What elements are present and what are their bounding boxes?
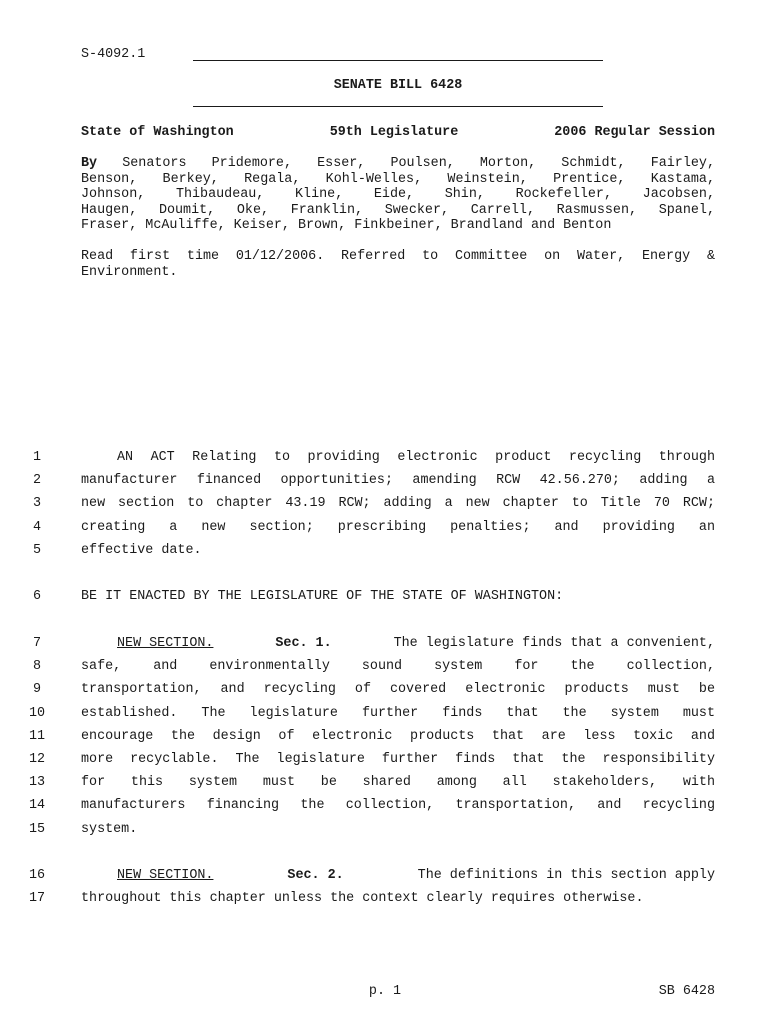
line-number: 14	[28, 798, 46, 813]
body-line: AN ACT Relating to providing electronic product recycling through	[117, 450, 715, 465]
body-line: encourage the design of electronic products that are less toxic and	[81, 729, 715, 744]
body-line: transportation, and recycling of covered electronic products must be	[81, 682, 715, 697]
body-line: more recyclable. The legislature further finds that the responsibility	[81, 752, 715, 767]
line-number: 12	[28, 752, 46, 767]
section-number: Sec. 2.	[287, 868, 344, 883]
body-line: system.	[81, 822, 138, 837]
bill-title: SENATE BILL 6428	[333, 78, 463, 93]
header-rule-top	[193, 60, 603, 61]
line-number: 4	[32, 520, 42, 535]
section-2-heading	[81, 868, 715, 883]
sponsors-line-1: By Senators Pridemore, Esser, Poulsen, Morton, Schmidt, Fairley,	[81, 156, 715, 171]
document-id: S-4092.1	[81, 47, 146, 62]
reading-line-1: Read first time 01/12/2006. Referred to Committee on Water, Energy &	[81, 249, 715, 264]
body-line: manufacturer financed opportunities; amending RCW 42.56.270; adding a	[81, 473, 715, 488]
sponsors-line-3: Johnson, Thibaudeau, Kline, Eide, Shin, Rockefeller, Jacobsen,	[81, 187, 715, 202]
body-line: new section to chapter 43.19 RCW; adding a new chapter to Title 70 RCW;	[81, 496, 715, 511]
new-section-label: NEW SECTION.	[117, 636, 214, 651]
line-number: 11	[28, 729, 46, 744]
sponsors-block	[81, 156, 715, 234]
body-line: effective date.	[81, 543, 202, 558]
sponsors-line-5: Fraser, McAuliffe, Keiser, Brown, Finkbeiner, Brandland and Benton	[81, 218, 612, 233]
body-line: safe, and environmentally sound system for the collection,	[81, 659, 715, 674]
reading-block	[81, 249, 715, 280]
line-number: 6	[32, 589, 42, 604]
section-1-heading	[81, 636, 715, 651]
by-label: By	[81, 156, 98, 171]
line-number: 8	[32, 659, 42, 674]
line-number: 13	[28, 775, 46, 790]
line-number: 7	[32, 636, 42, 651]
section-number: Sec. 1.	[275, 636, 332, 651]
body-line: for this system must be shared among all stakeholders, with	[81, 775, 715, 790]
line-number: 2	[32, 473, 42, 488]
line-number: 16	[28, 868, 46, 883]
body-line: throughout this chapter unless the context clearly requires otherwise.	[81, 891, 644, 906]
line-number: 17	[28, 891, 46, 906]
sponsors-line-2: Benson, Berkey, Regala, Kohl-Welles, Weinstein, Prentice, Kastama,	[81, 171, 715, 187]
body-line: The definitions in this section apply	[417, 868, 715, 883]
footer-bill-ref: SB 6428	[658, 984, 715, 999]
enacting-clause: BE IT ENACTED BY THE LEGISLATURE OF THE STATE OF WASHINGTON:	[81, 589, 564, 604]
body-line: manufacturers financing the collection, transportation, and recycling	[81, 798, 715, 813]
line-number: 10	[28, 706, 46, 721]
session-name: 2006 Regular Session	[554, 125, 715, 140]
reading-line-2: Environment.	[81, 264, 178, 280]
body-line: creating a new section; prescribing penalties; and providing an	[81, 520, 715, 535]
line-number: 9	[32, 682, 42, 697]
state-name: State of Washington	[81, 125, 234, 140]
line-number: 5	[32, 543, 42, 558]
page-number: p. 1	[368, 984, 402, 999]
body-line: established. The legislature further finds that the system must	[81, 706, 715, 721]
line-number: 15	[28, 822, 46, 837]
session-line	[81, 125, 715, 140]
body-line: The legislature finds that a convenient,	[393, 636, 715, 651]
header-rule-bottom	[193, 106, 603, 107]
new-section-label: NEW SECTION.	[117, 868, 214, 883]
sponsors-line-4: Haugen, Doumit, Oke, Franklin, Swecker, Carrell, Rasmussen, Spanel,	[81, 202, 715, 218]
legislature-number: 59th Legislature	[329, 125, 459, 140]
line-number: 1	[32, 450, 42, 465]
line-number: 3	[32, 496, 42, 511]
